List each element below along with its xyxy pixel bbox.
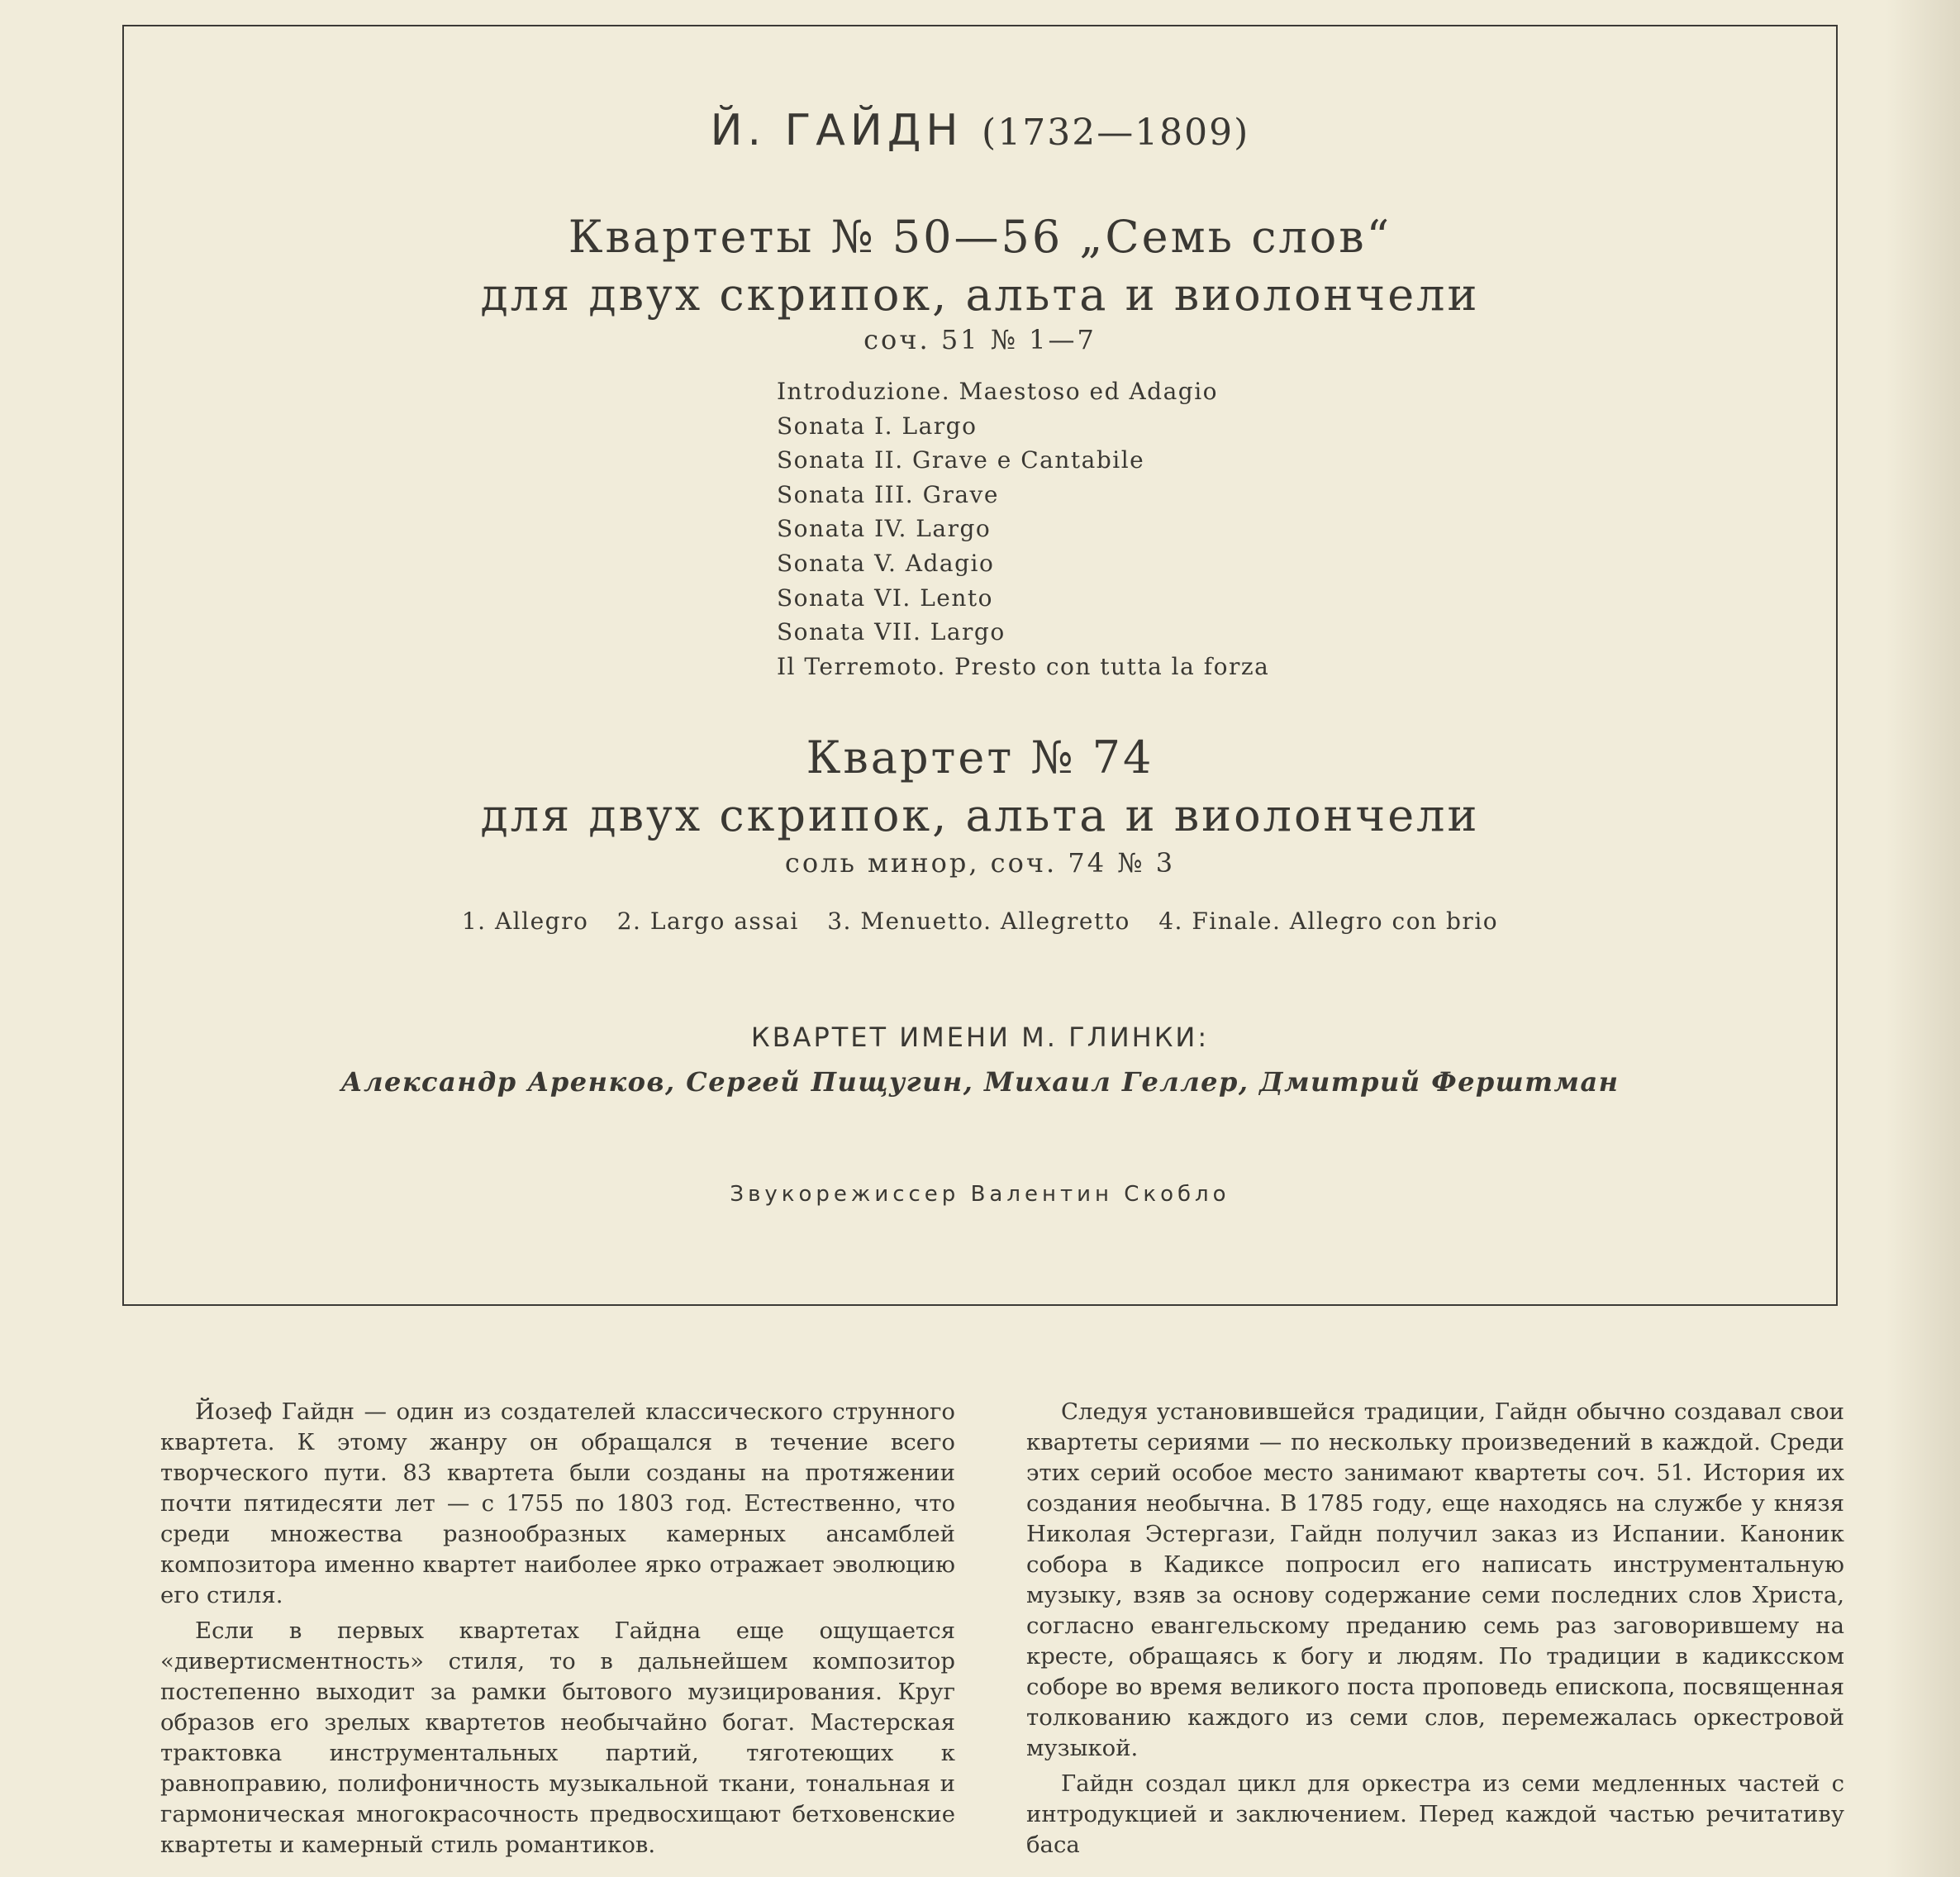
composer-years: (1732—1809) [982, 112, 1250, 154]
movement-item: 4. Finale. Allegro con brio [1158, 908, 1499, 935]
composer-name: Й. ГАЙДН [710, 106, 963, 155]
work1-movement-list [777, 374, 1269, 684]
work1-instrumentation: для двух скрипок, альта и виолончели [480, 269, 1480, 321]
movement-item: Sonata III. Grave [777, 480, 999, 508]
sound-engineer-credit: Звукорежиссер Валентин Скобло [730, 1182, 1230, 1207]
movement-item: Sonata II. Grave e Cantabile [777, 446, 1145, 474]
movement-item: 2. Largo assai [616, 908, 799, 935]
movement-item: Sonata I. Largo [777, 412, 978, 440]
movement-item: 1. Allegro [461, 908, 589, 935]
page-edge-shadow [1886, 0, 1960, 1877]
liner-notes-right-column [1026, 1397, 1844, 1860]
liner-notes-paragraph: Гайдн создал цикл для оркестра из семи медленных частей с интродукцией и заключением. Перед каждой частью речитативу баса [1026, 1770, 1844, 1858]
movement-item: Sonata VI. Lento [777, 584, 993, 612]
movement-item: 3. Menuetto. Allegretto [827, 908, 1130, 935]
liner-notes-left-column [160, 1397, 955, 1860]
work1-opus: соч. 51 № 1—7 [863, 324, 1097, 355]
movement-item: Introduzione. Maestoso ed Adagio [777, 378, 1219, 405]
composer-heading [122, 106, 1838, 155]
liner-notes-paragraph: Если в первых квартетах Гайдна еще ощущается «дивертисментность» стиля, то в дальнейшем композитор постепенно выходит за рамки бытового музицирования. Круг образов его зрелых квартетов необычайно богат. Мастерская трактовка инструментальных партий, тяготеющих к равноправию, полифоничность музыкальной ткани, тональная и гармоническая многокрасочность предвосхищают бетховенские квартеты и камерный стиль романтиков. [160, 1617, 955, 1858]
work1-title: Квартеты № 50—56 „Семь слов“ [568, 211, 1392, 263]
movement-item: Sonata VII. Largo [777, 618, 1006, 646]
liner-notes-paragraph: Йозеф Гайдн — один из создателей классического струнного квартета. К этому жанру он обращался в течение всего творческого пути. 83 квартета были созданы на протяжении почти пятидесяти лет — с 1755 по 1803 год. Естественно, что среди множества разнообразных камерных ансамблей композитора именно квартет наиболее ярко отражает эволюцию его стиля. [160, 1398, 955, 1608]
movement-item: Sonata V. Adagio [777, 549, 995, 577]
liner-notes-paragraph: Следуя установившейся традиции, Гайдн обычно создавал свои квартеты сериями — по нескольку произведений в каждой. Среди этих серий особое место занимают квартеты соч. 51. История их создания необычна. В 1785 году, еще находясь на службе у князя Николая Эстергази, Гайдн получил заказ из Испании. Каноник собора в Кадиксе попросил его написать инструментальную музыку, взяв за основу содержание семи последних слов Христа, согласно евангельскому преданию семь раз заговорившему на кресте, обращаясь к богу и людям. По традиции в кадиксском соборе во время великого поста проповедь епископа, посвященная толкованию каждого из семи слов, перемежалась оркестровой музыкой. [1026, 1398, 1844, 1761]
work2-movement-list [122, 908, 1838, 935]
ensemble-members: Александр Аренков, Сергей Пищугин, Михаил Геллер, Дмитрий Ферштман [340, 1066, 1620, 1098]
work2-instrumentation: для двух скрипок, альта и виолончели [480, 789, 1480, 841]
work2-title: Квартет № 74 [806, 731, 1154, 784]
movement-item: Sonata IV. Largo [777, 515, 992, 543]
movement-item: Il Terremoto. Presto con tutta la forza [777, 652, 1270, 680]
ensemble-name: КВАРТЕТ ИМЕНИ М. ГЛИНКИ: [750, 1022, 1210, 1053]
work2-opus: соль минор, соч. 74 № 3 [784, 847, 1176, 879]
